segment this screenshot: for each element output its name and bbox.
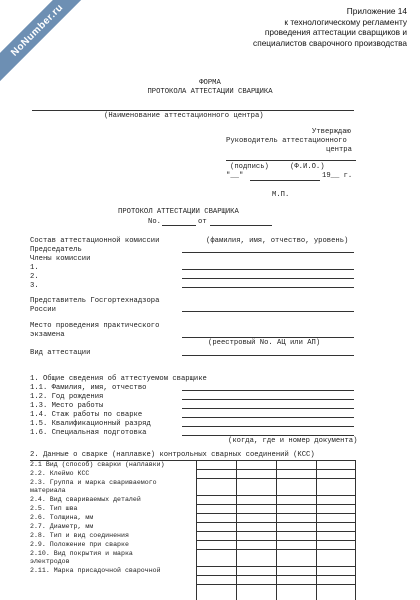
commission-name-hint: (фамилия, имя, отчество, уровень): [206, 237, 349, 245]
protocol-from-label: от: [198, 218, 207, 226]
watermark-text: NoNumber.ru: [8, 1, 66, 59]
commission-members: Члены комиссии: [30, 255, 91, 263]
section1-item-4: 1.4. Стаж работы по сварке: [30, 411, 143, 419]
appendix-line-2: к технологическому регламенту: [284, 16, 407, 27]
protocol-no-label: No.: [148, 218, 161, 226]
section1-item-2: 1.2. Год рождения: [30, 393, 104, 401]
section2-sep-10: [196, 566, 356, 567]
section2-grid-col-4: [316, 460, 317, 600]
appendix-block: [253, 6, 407, 48]
approval-head-2: центра: [326, 146, 352, 154]
approval-head-1: Руководитель аттестационного: [226, 137, 347, 145]
approval-approved: Утверждаю: [312, 128, 351, 136]
section2-sep-12: [196, 584, 356, 585]
member-3: 3.: [30, 282, 39, 290]
section1-line-1: [182, 390, 354, 391]
center-name-caption: (Наименование аттестационного центра): [104, 112, 264, 120]
place-2: экзамена: [30, 331, 65, 339]
gosgortekhnadzor-line: [182, 311, 354, 312]
protocol-date-line: [210, 225, 272, 226]
section1-item-3: 1.3. Место работы: [30, 402, 104, 410]
section2-row-6: 2.6. Толщина, мм: [30, 514, 94, 521]
section1-heading: 1. Общие сведения об аттестуемом сварщике: [30, 375, 207, 383]
section2-row-3: 2.3. Группа и марка свариваемого: [30, 479, 157, 486]
section2-row-10: 2.10. Вид покрытия и марка: [30, 550, 133, 557]
approval-date-open: "__": [226, 172, 244, 180]
section1-doc-hint: (когда, где и номер документа): [228, 437, 358, 445]
reg-hint: (реестровый No. АЦ или АП): [208, 339, 321, 347]
gosgortekhnadzor-1: Представитель Госгортехнадзора: [30, 297, 160, 305]
section1-line-6: [182, 435, 354, 436]
section2-row-3b: материала: [30, 487, 66, 494]
section2-grid-col-1: [196, 460, 197, 600]
section2-sep-11: [196, 575, 356, 576]
section2-grid-col-3: [276, 460, 277, 600]
section2-sep-5: [196, 513, 356, 514]
section1-line-5: [182, 426, 354, 427]
section2-row-1: 2.1 Вид (способ) сварки (наплавки): [30, 461, 165, 468]
section1-item-5: 1.5. Квалификационный разряд: [30, 420, 151, 428]
protocol-no-line: [162, 225, 196, 226]
approval-stamp: М.П.: [272, 191, 290, 199]
section2-sep-8: [196, 540, 356, 541]
section2-sep-2: [196, 478, 356, 479]
approval-signature-line: [226, 160, 356, 161]
section2-row-10b: электродов: [30, 558, 70, 565]
section2-row-9: 2.9. Положение при сварке: [30, 541, 129, 548]
commission-composition: Состав аттестационной комиссии: [30, 237, 160, 245]
section2-grid-col-5: [355, 460, 356, 600]
section2-row-4: 2.4. Вид свариваемых деталей: [30, 496, 141, 503]
place-line: [182, 337, 354, 338]
commission-chairman: Председатель: [30, 246, 82, 254]
section1-line-3: [182, 408, 354, 409]
approval-year: 19__ г.: [322, 172, 353, 180]
section2-row-7: 2.7. Диаметр, мм: [30, 523, 94, 530]
section2-sep-3: [196, 495, 356, 496]
attestation-type-line: [182, 355, 354, 356]
section1-line-2: [182, 399, 354, 400]
section2-sep-7: [196, 531, 356, 532]
gosgortekhnadzor-2: России: [30, 306, 56, 314]
section2-grid-col-2: [236, 460, 237, 600]
approval-signature-caption: (подпись): [230, 163, 269, 171]
appendix-line-4: специалистов сварочного производства: [253, 37, 407, 48]
section2-sep-6: [196, 522, 356, 523]
appendix-line-1: Приложение 14: [346, 6, 407, 16]
section1-line-4: [182, 417, 354, 418]
approval-month-line: [250, 180, 320, 181]
section1-item-1: 1.1. Фамилия, имя, отчество: [30, 384, 147, 392]
member-1: 1.: [30, 264, 39, 272]
section2-heading: 2. Данные о сварке (наплавке) контрольных сварных соединений (КСС): [30, 451, 315, 459]
section2-sep-4: [196, 504, 356, 505]
appendix-line-3: проведения аттестации сварщиков и: [264, 27, 407, 37]
section2-row-11: 2.11. Марка присадочной сварочной: [30, 567, 161, 574]
form-label: ФОРМА: [199, 79, 221, 87]
member-1-line: [182, 269, 354, 270]
member-2-line: [182, 278, 354, 279]
protocol-title: ПРОТОКОЛ АТТЕСТАЦИИ СВАРЩИКА: [118, 208, 239, 216]
section2-row-8: 2.8. Тип и вид соединения: [30, 532, 129, 539]
section2-row-2: 2.2. Клеймо КСС: [30, 470, 90, 477]
member-2: 2.: [30, 273, 39, 281]
attestation-type: Вид аттестации: [30, 349, 91, 357]
form-title: ПРОТОКОЛА АТТЕСТАЦИИ СВАРЩИКА: [147, 88, 273, 96]
section1-item-6: 1.6. Специальная подготовка: [30, 429, 147, 437]
place-1: Место проведения практического: [30, 322, 160, 330]
member-3-line: [182, 287, 354, 288]
center-name-line: [32, 110, 354, 111]
section2-sep-9: [196, 549, 356, 550]
chairman-line: [182, 252, 354, 253]
section2-row-5: 2.5. Тип шва: [30, 505, 78, 512]
section2-sep-1: [196, 469, 356, 470]
approval-fio-caption: (Ф.И.О.): [290, 163, 325, 171]
